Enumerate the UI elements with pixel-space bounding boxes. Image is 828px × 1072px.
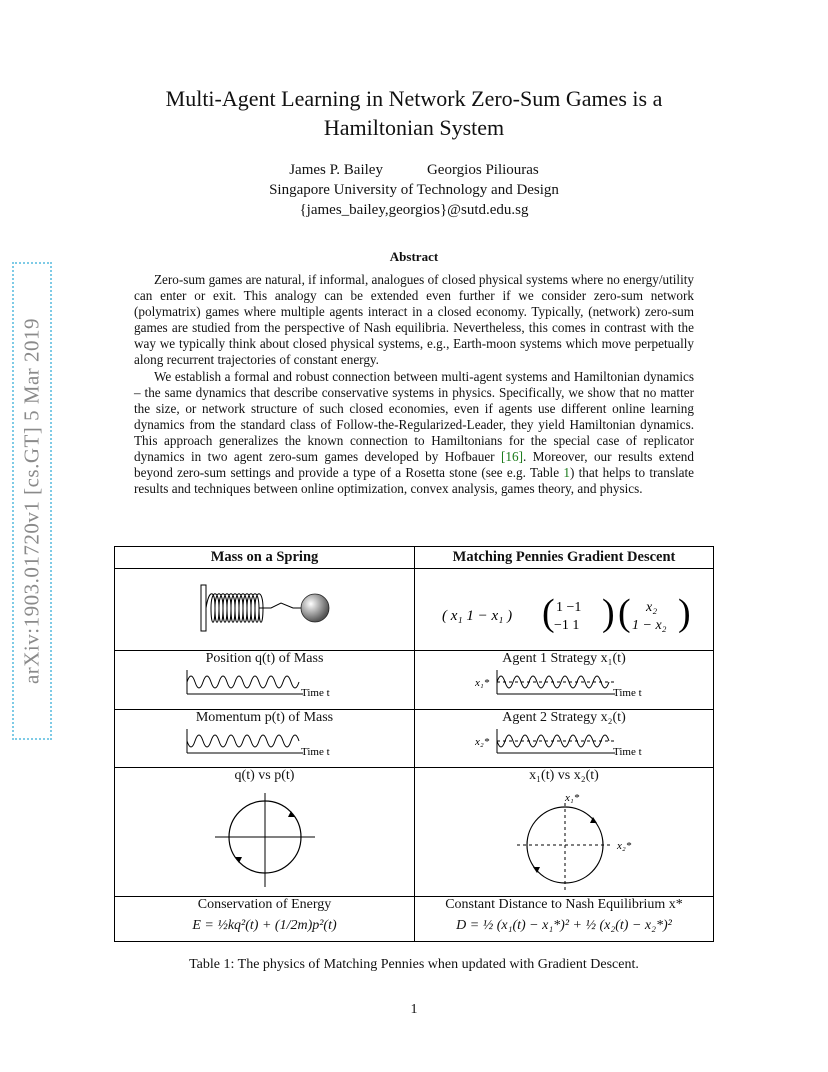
abstract-text: We establish a formal and robust connection between multi-agent systems and Hamiltonian dynamics – the same dynamics that describe conservative systems in physics. Specifically, we show that no matter the size, or network structure of such closed economies, even if agents use different online learning dynamics from the standard class of Follow-the-Regularized-Leader, they yield Hamiltonian dynamics. This approach generalizes the known connection to Hamiltonians for the special case of replicator dynamics in two agent zero-sum games developed by Hofbauer <box>134 368 694 465</box>
arxiv-stamp-text: arXiv:1903.01720v1 [cs.GT] 5 Mar 2019 <box>19 317 44 685</box>
table-caption: Table 1: The physics of Matching Pennies when updated with Gradient Descent. <box>189 957 639 972</box>
bracket-icon: ( <box>618 592 631 634</box>
page-number: 1 <box>410 1002 418 1017</box>
spring-mass-illustration <box>195 581 345 635</box>
time-axis-label: Time t <box>613 746 642 758</box>
title-line-1: Multi-Agent Learning in Network Zero-Sum Games is a <box>165 86 663 111</box>
abstract-paragraph-2 <box>134 369 694 498</box>
agent2-wave-plot <box>475 727 655 765</box>
nash-label: Constant Distance to Nash Equilibrium x* <box>445 897 683 912</box>
qp-phase-circle <box>213 791 317 891</box>
vector-bottom: 1 − x₂ <box>632 618 667 633</box>
author-names <box>120 160 708 180</box>
matrix-formula <box>424 591 704 637</box>
paper-title <box>120 84 708 142</box>
abstract-heading: Abstract <box>389 249 439 264</box>
author-1: James P. Bailey <box>289 162 383 178</box>
abstract-body <box>134 272 694 497</box>
matrix-expression <box>415 591 713 642</box>
citation-link[interactable]: [16] <box>501 449 524 465</box>
arxiv-stamp[interactable] <box>12 262 52 740</box>
author-2: Georgios Piliouras <box>426 162 539 178</box>
energy-label: Conservation of Energy <box>197 897 332 912</box>
agent1-wave-plot <box>475 668 655 706</box>
nash-formula: D = ½ (x₁(t) − x₁*)² + ½ (x₂(t) − x₂*)² <box>456 918 672 933</box>
header-matching-pennies: Matching Pennies Gradient Descent <box>452 549 676 565</box>
matrix-row-1: 1 −1 <box>556 600 582 615</box>
agent1-label: Agent 1 Strategy x₁(t) <box>502 651 626 666</box>
vector-top: x₂ <box>646 600 658 615</box>
momentum-label: Momentum p(t) of Mass <box>195 710 334 725</box>
bracket-icon: ( <box>542 592 555 634</box>
header-mass-spring: Mass on a Spring <box>210 549 319 565</box>
affiliation: Singapore University of Technology and Design <box>269 182 559 198</box>
arrow-icon <box>288 811 295 817</box>
matrix-row-2: −1 1 <box>554 618 580 633</box>
momentum-wave-plot <box>185 727 345 765</box>
position-wave-plot <box>185 668 345 706</box>
row-divider <box>115 568 713 569</box>
x2-star-label: x₂* <box>617 840 632 852</box>
table-ref-link[interactable]: 1 <box>563 465 570 481</box>
abstract-text: ) that helps to translate results and techniques between online optimization, convex analysis, games theory, and physics. <box>134 465 694 497</box>
matrix-row-vector: ( x₁ 1 − x₁ ) <box>442 608 513 624</box>
time-axis-label: Time t <box>301 687 330 699</box>
bracket-icon: ) <box>602 592 615 634</box>
author-block <box>120 160 708 220</box>
x1x2-label: x₁(t) vs x₂(t) <box>529 768 599 783</box>
x1x2-phase-circle <box>511 787 651 893</box>
abstract-paragraph-1: Zero-sum games are natural, if informal, analogues of closed physical systems where no energy/utility can enter or exit. This analogy can be extended even further if we consider zero-sum network (polymatrix) games where multiple agents interact in a closed economy. Typically, (network) zero-sum games are studied from the perspective of Nash equilibria. Nevertheless, this comes in contrast with the way we typically think about closed physical systems, e.g., Earth-moon systems which move perpetually along recurrent trajectories of constant energy. <box>134 272 694 368</box>
bracket-icon: ) <box>678 592 691 634</box>
energy-formula: E = ½kq²(t) + (1/2m)p²(t) <box>192 918 337 933</box>
x2-star-label: x₂* <box>475 736 490 748</box>
title-line-2: Hamiltonian System <box>323 115 505 140</box>
email: {james_bailey,georgios}@sutd.edu.sg <box>299 202 529 218</box>
x1-star-label: x₁* <box>475 677 490 689</box>
qp-label: q(t) vs p(t) <box>234 768 295 783</box>
position-label: Position q(t) of Mass <box>205 651 324 666</box>
arrow-icon <box>235 857 242 863</box>
agent2-label: Agent 2 Strategy x₂(t) <box>502 710 626 725</box>
x1-star-label: x₁* <box>565 792 580 804</box>
abstract-text: . Moreover, our results extend beyond zero-sum settings and provide a type of a Rosetta stone (see e.g. Table <box>134 449 694 481</box>
time-axis-label: Time t <box>613 687 642 699</box>
time-axis-label: Time t <box>301 746 330 758</box>
table-1 <box>114 546 714 942</box>
